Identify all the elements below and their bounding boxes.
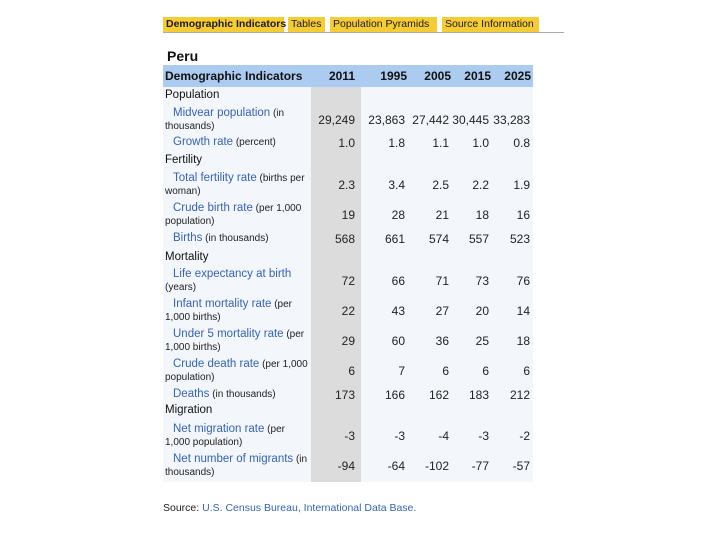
- indicator-link[interactable]: Net number of migrants: [173, 453, 294, 465]
- value-cell: 21: [435, 208, 449, 222]
- value-cell: 1.1: [432, 136, 449, 150]
- value-cell: -3: [344, 429, 355, 443]
- value-cell: 1.9: [513, 178, 530, 192]
- value-cell: 27: [435, 304, 449, 318]
- header-year: 1995: [380, 69, 407, 83]
- indicator-link[interactable]: Growth rate: [173, 136, 234, 148]
- value-cell: 0.8: [513, 136, 530, 150]
- value-cell: 14: [516, 304, 530, 318]
- value-cell: 28: [391, 208, 405, 222]
- value-cell: -64: [387, 459, 405, 473]
- indicator-link[interactable]: Net migration rate: [173, 423, 265, 435]
- country-title: Peru: [167, 48, 199, 64]
- indicator-unit: (in thousands): [209, 389, 276, 400]
- row-label: [165, 388, 309, 401]
- value-cell: 25: [475, 334, 489, 348]
- indicator-link[interactable]: Crude death rate: [173, 358, 260, 370]
- table-row: [163, 453, 533, 481]
- value-cell: 43: [391, 304, 405, 318]
- value-cell: 76: [516, 274, 530, 288]
- section-title: Fertility: [165, 154, 203, 166]
- indicator-unit: (years): [165, 282, 197, 293]
- indicator-link[interactable]: Life expectancy at birth: [173, 268, 292, 280]
- indicator-unit: (per 1,000 population): [165, 424, 285, 448]
- value-cell: 1.0: [338, 136, 355, 150]
- indicator-unit: (per 1,000 births): [165, 329, 305, 353]
- header-year: 2015: [464, 69, 491, 83]
- value-cell: 33,283: [493, 113, 530, 127]
- value-cell: -3: [394, 429, 405, 443]
- value-cell: -102: [424, 459, 449, 473]
- indicator-link[interactable]: Births: [173, 232, 203, 244]
- value-cell: 27,442: [412, 113, 449, 127]
- indicator-unit: (percent): [233, 137, 276, 148]
- value-cell: 3.4: [388, 178, 405, 192]
- value-cell: 6: [482, 364, 489, 378]
- indicator-unit: (per 1,000 population): [165, 359, 308, 383]
- table-row: [163, 172, 533, 200]
- value-cell: 6: [523, 364, 530, 378]
- table-row: [163, 328, 533, 356]
- value-cell: 36: [435, 334, 449, 348]
- value-cell: 60: [391, 334, 405, 348]
- value-cell: -3: [478, 429, 489, 443]
- indicator-unit: (in thousands): [165, 454, 308, 478]
- value-cell: -57: [512, 459, 530, 473]
- value-cell: 2.5: [432, 178, 449, 192]
- source-prefix: Source:: [163, 502, 203, 514]
- tab-tables[interactable]: Tables: [288, 17, 325, 32]
- indicator-unit: (in thousands): [202, 233, 269, 244]
- indicator-link[interactable]: Midvear population: [173, 107, 271, 119]
- header-year: 2005: [424, 69, 451, 83]
- tab-divider: [163, 32, 564, 33]
- indicator-link[interactable]: Crude birth rate: [173, 202, 253, 214]
- value-cell: 16: [516, 208, 530, 222]
- value-cell: 18: [516, 334, 530, 348]
- indicator-link[interactable]: Infant mortality rate: [173, 298, 272, 310]
- header-year: 2011: [328, 69, 355, 83]
- header-label: Demographic Indicators: [165, 69, 303, 83]
- row-label: [165, 136, 309, 149]
- value-cell: 568: [334, 232, 355, 246]
- value-cell: 22: [341, 304, 355, 318]
- value-cell: -77: [471, 459, 489, 473]
- table-header: [163, 65, 533, 87]
- section-title: Migration: [165, 404, 213, 416]
- table-row: [163, 107, 533, 135]
- value-cell: 20: [475, 304, 489, 318]
- indicator-link[interactable]: Total fertility rate: [173, 172, 257, 184]
- row-label: [165, 358, 309, 384]
- row-label: [165, 107, 309, 133]
- value-cell: 19: [341, 208, 355, 222]
- value-cell: 574: [428, 232, 449, 246]
- value-cell: 6: [348, 364, 355, 378]
- source-note: [163, 502, 416, 514]
- value-cell: 523: [509, 232, 530, 246]
- section-title: Mortality: [165, 251, 209, 263]
- table-row: [163, 358, 533, 386]
- value-cell: 162: [428, 388, 449, 402]
- value-cell: 29: [341, 334, 355, 348]
- tab-demographic-indicators[interactable]: Demographic Indicators: [163, 17, 284, 32]
- value-cell: 173: [334, 388, 355, 402]
- value-cell: -4: [438, 429, 449, 443]
- table-row: [163, 298, 533, 326]
- value-cell: 18: [475, 208, 489, 222]
- value-cell: 71: [435, 274, 449, 288]
- table-row: [163, 136, 533, 151]
- value-cell: 557: [468, 232, 489, 246]
- value-cell: -94: [337, 459, 355, 473]
- value-cell: 183: [468, 388, 489, 402]
- value-cell: 29,249: [318, 113, 355, 127]
- row-label: [165, 268, 309, 294]
- tab-source-information[interactable]: Source Information: [442, 17, 539, 32]
- value-cell: 7: [398, 364, 405, 378]
- row-label: [165, 298, 309, 324]
- table-row: [163, 268, 533, 296]
- table-row: [163, 202, 533, 230]
- value-cell: 30,445: [452, 113, 489, 127]
- table-row: [163, 423, 533, 451]
- value-cell: 6: [442, 364, 449, 378]
- indicator-link[interactable]: Deaths: [173, 388, 210, 400]
- value-cell: 212: [509, 388, 530, 402]
- indicator-link[interactable]: Under 5 mortality rate: [173, 328, 284, 340]
- value-cell: 23,863: [368, 113, 405, 127]
- section-title: Population: [165, 89, 220, 101]
- row-label: [165, 453, 309, 479]
- table-row: [163, 232, 533, 247]
- row-label: [165, 328, 309, 354]
- value-cell: 72: [341, 274, 355, 288]
- value-cell: 1.8: [388, 136, 405, 150]
- indicator-unit: (per 1,000 population): [165, 203, 302, 227]
- tab-population-pyramids[interactable]: Population Pyramids: [330, 17, 437, 32]
- row-label: [165, 172, 309, 198]
- value-cell: -2: [519, 429, 530, 443]
- row-label: [165, 232, 309, 245]
- value-cell: 2.2: [472, 178, 489, 192]
- header-year: 2025: [504, 69, 531, 83]
- source-link[interactable]: U.S. Census Bureau, International Data Base.: [202, 502, 417, 514]
- table-row: [163, 388, 533, 403]
- row-label: [165, 202, 309, 228]
- value-cell: 66: [391, 274, 405, 288]
- value-cell: 166: [384, 388, 405, 402]
- indicator-unit: (per 1,000 births): [165, 299, 292, 323]
- value-cell: 73: [475, 274, 489, 288]
- value-cell: 1.0: [472, 136, 489, 150]
- value-cell: 661: [384, 232, 405, 246]
- value-cell: 2.3: [338, 178, 355, 192]
- row-label: [165, 423, 309, 449]
- indicator-unit: (births per woman): [165, 173, 305, 197]
- indicator-unit: (in thousands): [165, 108, 285, 132]
